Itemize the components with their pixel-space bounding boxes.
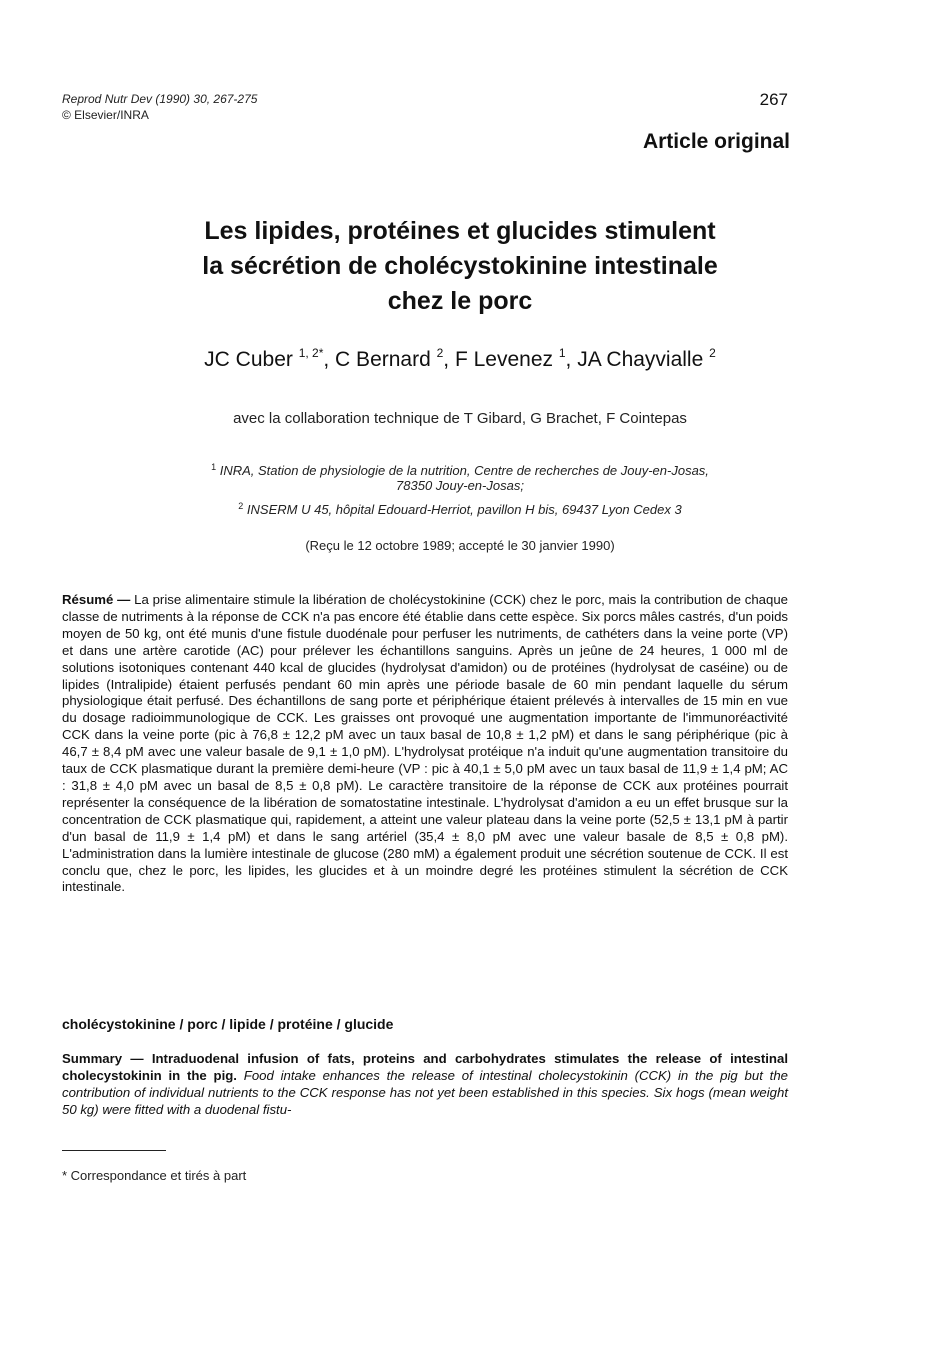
affiliation-number: 1 [211, 462, 217, 472]
footnote: * Correspondance et tirés à part [62, 1168, 247, 1183]
summary-heading: Summary — Intraduodenal infusion of fats, proteins and carbohydrates stimulates the release of intestinal cholecystokinin in the pig. [62, 1051, 788, 1083]
author-affiliation-mark: 1, 2* [298, 346, 324, 360]
author-name: , JA Chayvialle [565, 348, 710, 371]
abstract-heading: Résumé — [62, 592, 131, 607]
received-dates: (Reçu le 12 octobre 1989; accepté le 30 janvier 1990) [305, 538, 615, 553]
abstract-fr [62, 592, 788, 896]
author-affiliation-mark: 1 [558, 346, 566, 360]
affiliation-1-continued: 78350 Jouy-en-Josas; [396, 478, 524, 493]
author-name: JC Cuber [204, 348, 299, 371]
article-type-label: Article original [642, 130, 790, 153]
article-title-line-3: chez le porc [387, 287, 533, 315]
copyright-notice: © Elsevier/INRA [62, 108, 149, 122]
article-title-line-2: la sécrétion de cholécystokinine intestinale [202, 252, 718, 280]
author-affiliation-mark: 2 [709, 346, 716, 360]
author-affiliation-mark: 2 [436, 346, 444, 360]
affiliation-1 [60, 459, 860, 479]
affiliation-text: INRA, Station de physiologie de la nutrition, Centre de recherches de Jouy-en-Josas, [216, 463, 709, 478]
abstract-text: La prise alimentaire stimule la libération de cholécystokinine (CCK) chez le porc, mais la contribution de chaque classe de nutriments à la réponse de CCK n'a pas encore été établie dans cette espèce. Six porcs mâles castrés, d'un poids moyen de 50 kg, ont été munis d'une fistule duodénale pour perfuser les nutriments, de cathéters dans la veine porte (VP) et dans une artère carotide (AC) pour prélever les échantillons sanguins. Après un jeûne de 24 heures, 1 000 ml de solutions isotoniques contenant 440 kcal de glucides (hydrolysat d'amidon) ou de protéines (hydrolysat de caséine) ou de lipides (Intralipide) étaient perfusés pendant 60 min après une période basale de 60 min pendant laquelle du sérum physiologique était perfusé. Des échantillons de sang porte et périphérique étaient prélevés à intervalles de 15 min en vue du dosage radioimmunologique de CCK. Les graisses ont provoqué une augmentation importante de l'immunoréactivité CCK dans la veine porte (pic à 76,8 ± 12,2 pM avec un taux basal de 10,8 ± 1,2 pM) et dans le sang périphérique (pic à 46,7 ± 8,4 pM avec une valeur basale de 9,1 ± 1,0 pM). L'hydrolysat protéique n'a induit qu'une augmentation transitoire du taux de CCK plasmatique durant la première demi-heure (VP : pic à 40,1 ± 5,0 pM avec un taux basal de 11,9 ± 1,4 pM; AC : 31,8 ± 4,0 pM avec un basal de 8,5 ± 0,8 pM). Le caractère transitoire de la réponse de CCK aux protéines pourrait représenter la conséquence de la libération de somatostatine intestinale. L'hydrolysat d'amidon a eu un effet brusque sur la concentration de CCK plasmatique qui, rapidement, a atteint une valeur plateau dans la veine porte (52,5 ± 13,1 pM à partir d'un basal de 11,9 ± 1,4 pM) et dans le sang artériel (35,4 ± 8,0 pM avec une valeur basale de 8,5 ± 0,8 pM). L'administration dans la lumière intestinale de glucose (280 mM) a également produit une sécrétion soutenue de CCK. Il est conclu que, chez le porc, les lipides, les glucides et à un moindre degré les protéines stimulent la sécrétion de CCK intestinale. [62, 592, 788, 895]
article-title-line-1: Les lipides, protéines et glucides stimulent [204, 217, 716, 245]
technical-collaboration: avec la collaboration technique de T Gibard, G Brachet, F Cointepas [233, 410, 687, 427]
affiliation-2 [60, 498, 860, 518]
affiliation-number: 2 [238, 501, 244, 511]
author-name: , F Levenez [443, 348, 559, 371]
author-name: , C Bernard [323, 348, 437, 371]
summary-en [62, 1050, 788, 1118]
author-list [60, 346, 860, 372]
affiliation-text: INSERM U 45, hôpital Edouard-Herriot, pavillon H bis, 69437 Lyon Cedex 3 [243, 502, 682, 517]
journal-citation: Reprod Nutr Dev (1990) 30, 267-275 [62, 92, 258, 106]
footnote-divider [62, 1150, 166, 1151]
page-number: 267 [759, 90, 788, 109]
keywords: cholécystokinine / porc / lipide / protéine / glucide [62, 1016, 394, 1032]
summary-text: Food intake enhances the release of intestinal cholecystokinin (CCK) in the pig but the contribution of individual nutrients to the CCK response has not yet been established in this species. Six hogs (mean weight 50 kg) were fitted with a duodenal fistu- [62, 1068, 789, 1117]
